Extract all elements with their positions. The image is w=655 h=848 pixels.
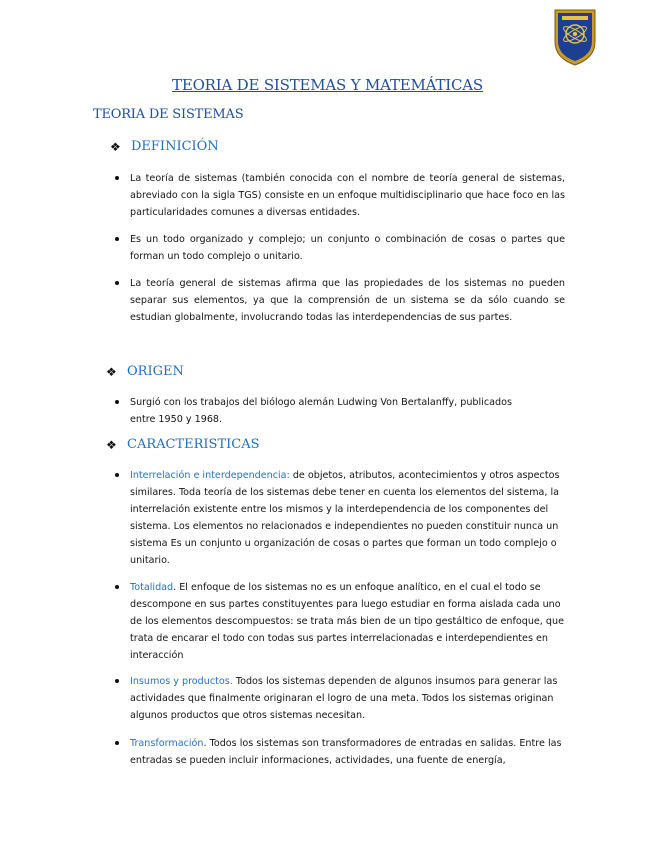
item-description: de objetos, atributos, acontecimientos y otros aspectos similares. Toda teoría de los sistemas debe tener en cuenta los elementos del sistema, la interrelación existente entre los mismos y la interdependencia de los componentes del sistema. Los elementos no relacionados e independientes no pueden constituir nunca un sistema Es un conjunto u organización de cosas o partes que forman un todo complejo o unitario. xyxy=(130,470,560,566)
section-heading-definicion xyxy=(110,139,219,154)
keyword: Insumos y productos. xyxy=(130,676,233,687)
list-item-text: Es un todo organizado y complejo; un conjunto o combinación de cosas o partes que forman un todo complejo o unitario. xyxy=(130,234,565,262)
document-title: TEORIA DE SISTEMAS Y MATEMÁTICAS xyxy=(172,76,483,94)
bullet-dot-icon xyxy=(115,281,119,285)
section-heading-origen xyxy=(106,364,184,379)
list-item-text: Surgió con los trabajos del biólogo alemán Ludwing Von Bertalanffy, publicados entre 1950 y 1968. xyxy=(130,397,512,425)
diamond-bullet-icon: ❖ xyxy=(106,364,117,379)
list-item-text xyxy=(130,467,565,569)
list-item-text xyxy=(130,673,565,724)
item-description: . El enfoque de los sistemas no es un enfoque analítico, en el cual el todo se descompone en sus partes constituyentes para luego estudiar en forma aislada cada uno de los elementos descompuestos: se trata más bien de un tipo gestáltico de enfoque, que trata de encarar el todo con todas sus partes interrelacionadas e interdependientes en interacción xyxy=(130,582,564,661)
keyword: Transformación xyxy=(130,738,204,749)
bullet-dot-icon xyxy=(115,237,119,241)
list-item xyxy=(115,394,565,428)
section-heading-caracteristicas xyxy=(106,437,260,452)
list-item-text: La teoría de sistemas (también conocida con el nombre de teoría general de sistemas, abreviado con la sigla TGS) consiste en un enfoque multidisciplinario que hace foco en las particularidades comunes a diversas entidades. xyxy=(130,173,565,218)
keyword: Interrelación e interdependencia: xyxy=(130,470,290,481)
bullet-dot-icon xyxy=(115,679,119,683)
section-heading-label: CARACTERISTICAS xyxy=(127,437,260,452)
list-item-text: La teoría general de sistemas afirma que las propiedades de los sistemas no pueden separar sus elementos, ya que la comprensión de un sistema se da sólo cuando se estudian globalmente, involucrando todas las interdependencias de sus partes. xyxy=(130,278,565,323)
list-item xyxy=(115,735,565,769)
item-description: Todos los sistemas dependen de algunos insumos para generar las actividades que finalmente originaran el logro de una meta. Todos los sistemas originan algunos productos que otros sistemas necesitan. xyxy=(130,676,558,721)
list-item-text xyxy=(130,735,565,769)
section-heading-label: DEFINICIÓN xyxy=(131,139,219,154)
bullet-dot-icon xyxy=(115,176,119,180)
list-item xyxy=(115,673,565,724)
list-item xyxy=(115,231,565,265)
document-subtitle: TEORIA DE SISTEMAS xyxy=(93,107,244,122)
bullet-dot-icon xyxy=(115,400,119,404)
bullet-dot-icon xyxy=(115,741,119,745)
item-description: . Todos los sistemas son transformadores de entradas en salidas. Entre las entradas se pueden incluir informaciones, actividades, una fuente de energía, xyxy=(130,738,562,766)
list-item xyxy=(115,170,565,221)
university-shield-logo-icon xyxy=(553,8,597,66)
diamond-bullet-icon: ❖ xyxy=(110,139,121,154)
list-item-text xyxy=(130,579,565,664)
list-item xyxy=(115,467,565,569)
list-item xyxy=(115,275,565,326)
section-heading-label: ORIGEN xyxy=(127,364,184,379)
diamond-bullet-icon: ❖ xyxy=(106,437,117,452)
list-item xyxy=(115,579,565,664)
keyword: Totalidad xyxy=(130,582,174,593)
bullet-dot-icon xyxy=(115,585,119,589)
bullet-dot-icon xyxy=(115,473,119,477)
